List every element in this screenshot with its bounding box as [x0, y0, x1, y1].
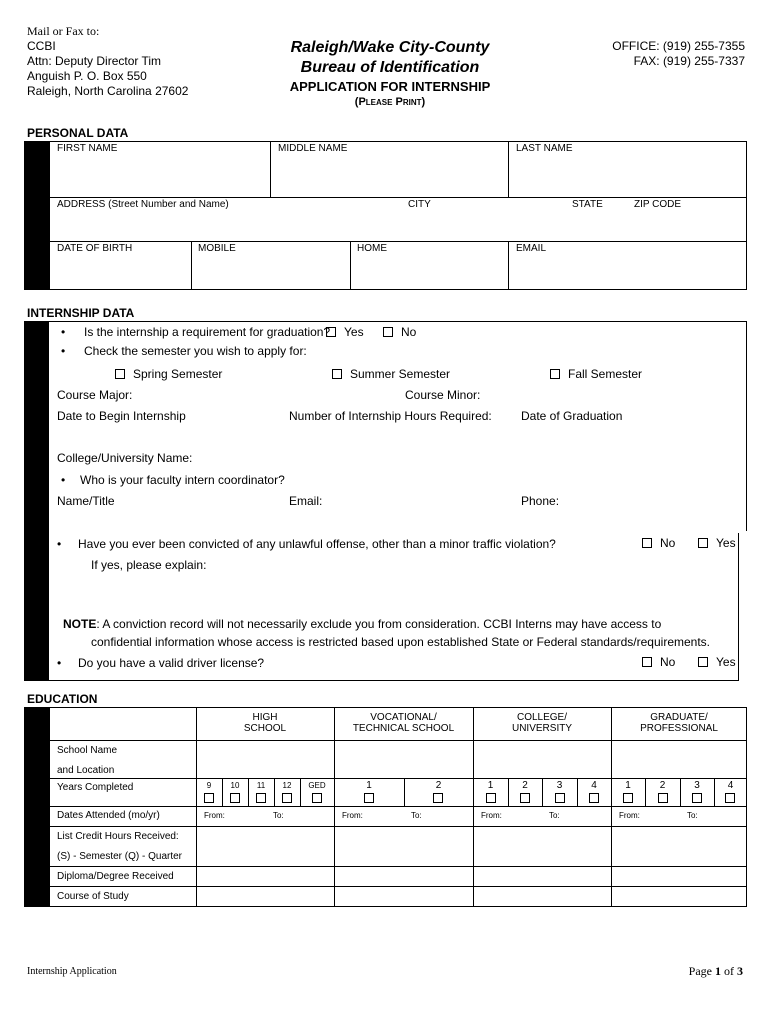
grad-from-field[interactable]: From:	[619, 811, 640, 820]
summer-semester-checkbox[interactable]	[332, 369, 342, 379]
hs-year-10-label: 10	[230, 781, 240, 790]
summer-semester-label: Summer Semester	[350, 367, 451, 381]
fall-semester-checkbox[interactable]	[550, 369, 560, 379]
bullet: •	[61, 344, 66, 358]
city-field[interactable]: CITY	[408, 199, 431, 210]
col-year-2-label: 2	[522, 780, 528, 791]
begin-date-field[interactable]: Date to Begin Internship	[57, 409, 186, 423]
yes-label: Yes	[344, 325, 364, 339]
coordinator-question: Who is your faculty intern coordinator?	[80, 473, 285, 487]
college-header: COLLEGE/ UNIVERSITY	[511, 712, 572, 734]
driver-license-question: Do you have a valid driver license?	[78, 656, 265, 670]
middle-name-field[interactable]: MIDDLE NAME	[278, 143, 348, 154]
col-year-1-checkbox[interactable]	[486, 793, 496, 803]
graduation-requirement-yes-checkbox[interactable]	[326, 327, 336, 337]
vocational-header: VOCATIONAL/ TECHNICAL SCHOOL	[352, 712, 455, 734]
voc-year-1-checkbox[interactable]	[364, 793, 374, 803]
grad-year-3-label: 3	[694, 780, 700, 791]
course-major-field[interactable]: Course Major:	[57, 388, 133, 402]
col-year-3-checkbox[interactable]	[555, 793, 565, 803]
mail-city: Raleigh, North Carolina 27602	[27, 84, 189, 98]
note-text: : A conviction record will not necessarily exclude you from consideration. CCBI Interns may have access to	[96, 617, 662, 631]
dates-attended-label: Dates Attended (mo/yr)	[57, 810, 160, 821]
hs-year-11-checkbox[interactable]	[256, 793, 266, 803]
hs-from-field[interactable]: From:	[204, 811, 225, 820]
col-year-2-checkbox[interactable]	[520, 793, 530, 803]
hs-year-12-checkbox[interactable]	[282, 793, 292, 803]
form-title: APPLICATION FOR INTERNSHIP	[289, 79, 491, 94]
hs-ged-checkbox[interactable]	[312, 793, 322, 803]
zip-code-field[interactable]: ZIP CODE	[634, 199, 682, 210]
col-year-3-label: 3	[556, 780, 563, 791]
mail-po-box: Anguish P. O. Box 550	[27, 69, 147, 83]
personal-data-heading: PERSONAL DATA	[27, 126, 129, 140]
course-of-study-label: Course of Study	[57, 891, 129, 902]
grad-year-4-label: 4	[727, 780, 734, 791]
grad-year-1-checkbox[interactable]	[623, 793, 633, 803]
personal-side-bar	[24, 141, 49, 290]
date-of-birth-field[interactable]: DATE OF BIRTH	[57, 243, 133, 254]
page-number: 1	[715, 964, 721, 978]
conviction-yes-checkbox[interactable]	[698, 538, 708, 548]
page-total: 3	[737, 964, 743, 978]
internship-side-bar	[24, 321, 49, 681]
bureau-title-line1: Raleigh/Wake City-County	[290, 39, 490, 56]
grad-to-field[interactable]: To:	[687, 811, 698, 820]
voc-year-1-label: 1	[366, 780, 372, 791]
hs-year-9-checkbox[interactable]	[204, 793, 214, 803]
mail-to-label: Mail or Fax to:	[27, 24, 100, 38]
mail-recipient: CCBI	[27, 39, 56, 53]
conviction-explain-field[interactable]: If yes, please explain:	[91, 558, 207, 572]
spring-semester-checkbox[interactable]	[115, 369, 125, 379]
home-phone-field[interactable]: HOME	[357, 243, 387, 254]
state-field[interactable]: STATE	[572, 199, 603, 210]
conviction-no-checkbox[interactable]	[642, 538, 652, 548]
years-completed-label: Years Completed	[57, 782, 134, 793]
yes-label: Yes	[716, 655, 736, 669]
voc-from-field[interactable]: From:	[342, 811, 363, 820]
graduation-date-field[interactable]: Date of Graduation	[521, 409, 623, 423]
school-location-label: and Location	[57, 765, 115, 776]
note-label: NOTE	[63, 617, 97, 631]
coordinator-phone-field[interactable]: Phone:	[521, 494, 560, 508]
internship-data-heading: INTERNSHIP DATA	[27, 306, 135, 320]
page-indicator: Page 1 of 3	[688, 964, 743, 978]
col-year-4-checkbox[interactable]	[589, 793, 599, 803]
bureau-title-line2: Bureau of Identification	[300, 59, 480, 76]
grad-year-2-checkbox[interactable]	[658, 793, 668, 803]
hs-year-11-label: 11	[256, 781, 266, 790]
hs-year-9-label: 9	[206, 781, 212, 790]
education-side-bar	[24, 707, 49, 907]
coordinator-email-field[interactable]: Email:	[289, 494, 323, 508]
high-school-header: HIGH SCHOOL	[243, 712, 287, 734]
email-field[interactable]: EMAIL	[516, 243, 547, 254]
bullet: •	[57, 656, 62, 670]
note-text-line1	[63, 617, 661, 631]
semester-question: Check the semester you wish to apply for:	[84, 344, 307, 358]
bullet: •	[61, 325, 66, 339]
address-field[interactable]: ADDRESS (Street Number and Name)	[57, 199, 229, 210]
driver-license-no-checkbox[interactable]	[642, 657, 652, 667]
hs-ged-label: GED	[308, 781, 326, 790]
voc-year-2-checkbox[interactable]	[433, 793, 443, 803]
yes-label: Yes	[716, 536, 736, 550]
education-heading: EDUCATION	[27, 692, 98, 706]
office-phone: OFFICE: (919) 255-7355	[612, 39, 745, 53]
bullet: •	[57, 537, 62, 551]
first-name-field[interactable]: FIRST NAME	[57, 143, 118, 154]
note-text-line2: confidential information whose access is restricted based upon established State or Federal standards/requirements.	[91, 635, 711, 649]
col-year-1-label: 1	[487, 780, 494, 791]
last-name-field[interactable]: LAST NAME	[516, 143, 573, 154]
graduate-header: GRADUATE/ PROFESSIONAL	[640, 712, 718, 734]
grad-year-2-label: 2	[659, 780, 666, 791]
mail-attention: Attn: Deputy Director Tim	[27, 54, 162, 68]
grad-year-3-checkbox[interactable]	[692, 793, 702, 803]
voc-year-2-label: 2	[435, 780, 442, 791]
hs-to-field[interactable]: To:	[273, 811, 284, 820]
grad-year-4-checkbox[interactable]	[725, 793, 735, 803]
mobile-phone-field[interactable]: MOBILE	[198, 243, 236, 254]
no-label: No	[660, 536, 676, 550]
no-label: No	[401, 325, 417, 339]
credit-hours-legend: (S) - Semester (Q) - Quarter	[57, 851, 183, 862]
fall-semester-label: Fall Semester	[568, 367, 643, 381]
col-year-4-label: 4	[591, 780, 597, 791]
fax-number: FAX: (919) 255-7337	[633, 54, 745, 68]
footer-form-name: Internship Application	[27, 966, 117, 977]
spring-semester-label: Spring Semester	[133, 367, 223, 381]
voc-to-field[interactable]: To:	[411, 811, 422, 820]
school-name-label: School Name	[57, 745, 118, 756]
please-print: (Please Print)	[354, 96, 426, 108]
course-minor-field[interactable]: Course Minor:	[405, 388, 481, 402]
grad-year-1-label: 1	[625, 780, 631, 791]
conviction-question: Have you ever been convicted of any unlawful offense, other than a minor traffic violation?	[78, 537, 556, 551]
driver-license-yes-checkbox[interactable]	[698, 657, 708, 667]
col-from-field[interactable]: From:	[481, 811, 502, 820]
personal-data-table	[49, 141, 747, 290]
coordinator-name-field[interactable]: Name/Title	[57, 494, 115, 508]
no-label: No	[660, 655, 676, 669]
col-to-field[interactable]: To:	[549, 811, 560, 820]
hours-required-field[interactable]: Number of Internship Hours Required:	[289, 409, 492, 423]
diploma-label: Diploma/Degree Received	[57, 871, 174, 882]
graduation-requirement-no-checkbox[interactable]	[383, 327, 393, 337]
hs-year-10-checkbox[interactable]	[230, 793, 240, 803]
credit-hours-label: List Credit Hours Received:	[57, 831, 179, 842]
graduation-requirement-question: Is the internship a requirement for graduation?	[84, 325, 331, 339]
bullet: •	[61, 473, 66, 487]
hs-year-12-label: 12	[282, 781, 292, 790]
college-name-field[interactable]: College/University Name:	[57, 451, 193, 465]
